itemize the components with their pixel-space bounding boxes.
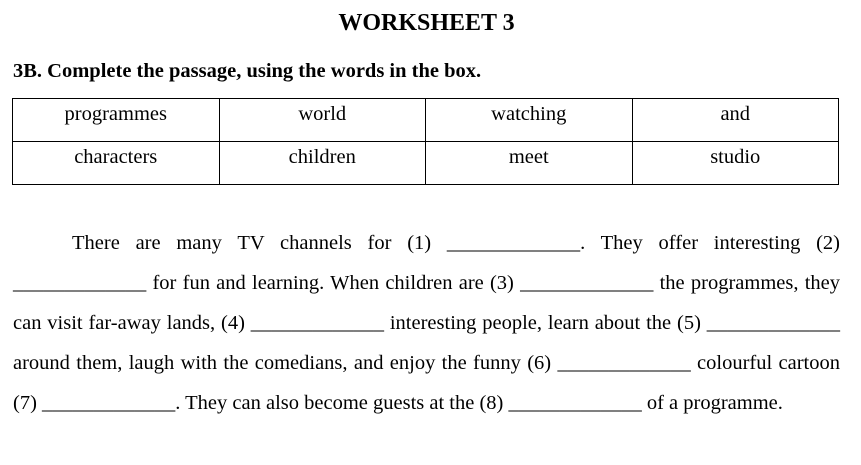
word-cell: watching bbox=[426, 99, 633, 142]
word-cell: world bbox=[219, 99, 426, 142]
word-box-row bbox=[13, 142, 839, 185]
word-cell: children bbox=[219, 142, 426, 185]
passage bbox=[13, 223, 840, 423]
word-cell: meet bbox=[426, 142, 633, 185]
exercise-instruction: 3B. Complete the passage, using the words in the box. bbox=[13, 60, 482, 82]
word-cell: studio bbox=[632, 142, 839, 185]
word-cell: programmes bbox=[13, 99, 220, 142]
passage-text: There are many TV channels for (1) _____________. They offer interesting (2) _____________ for fun and learning. When children are (3) _____________ the programmes, they can visit far-away lands, (4) _____________ interesting people, learn about the (5) _____________ around them, laugh with the comedians, and enjoy the funny (6) _____________ colourful cartoon (7) _____________. They can also become guests at the (8) _____________ of a programme. bbox=[13, 232, 840, 414]
word-box bbox=[12, 98, 839, 185]
worksheet-title: WORKSHEET 3 bbox=[338, 10, 515, 36]
word-cell: and bbox=[632, 99, 839, 142]
word-cell: characters bbox=[13, 142, 220, 185]
word-box-row bbox=[13, 99, 839, 142]
